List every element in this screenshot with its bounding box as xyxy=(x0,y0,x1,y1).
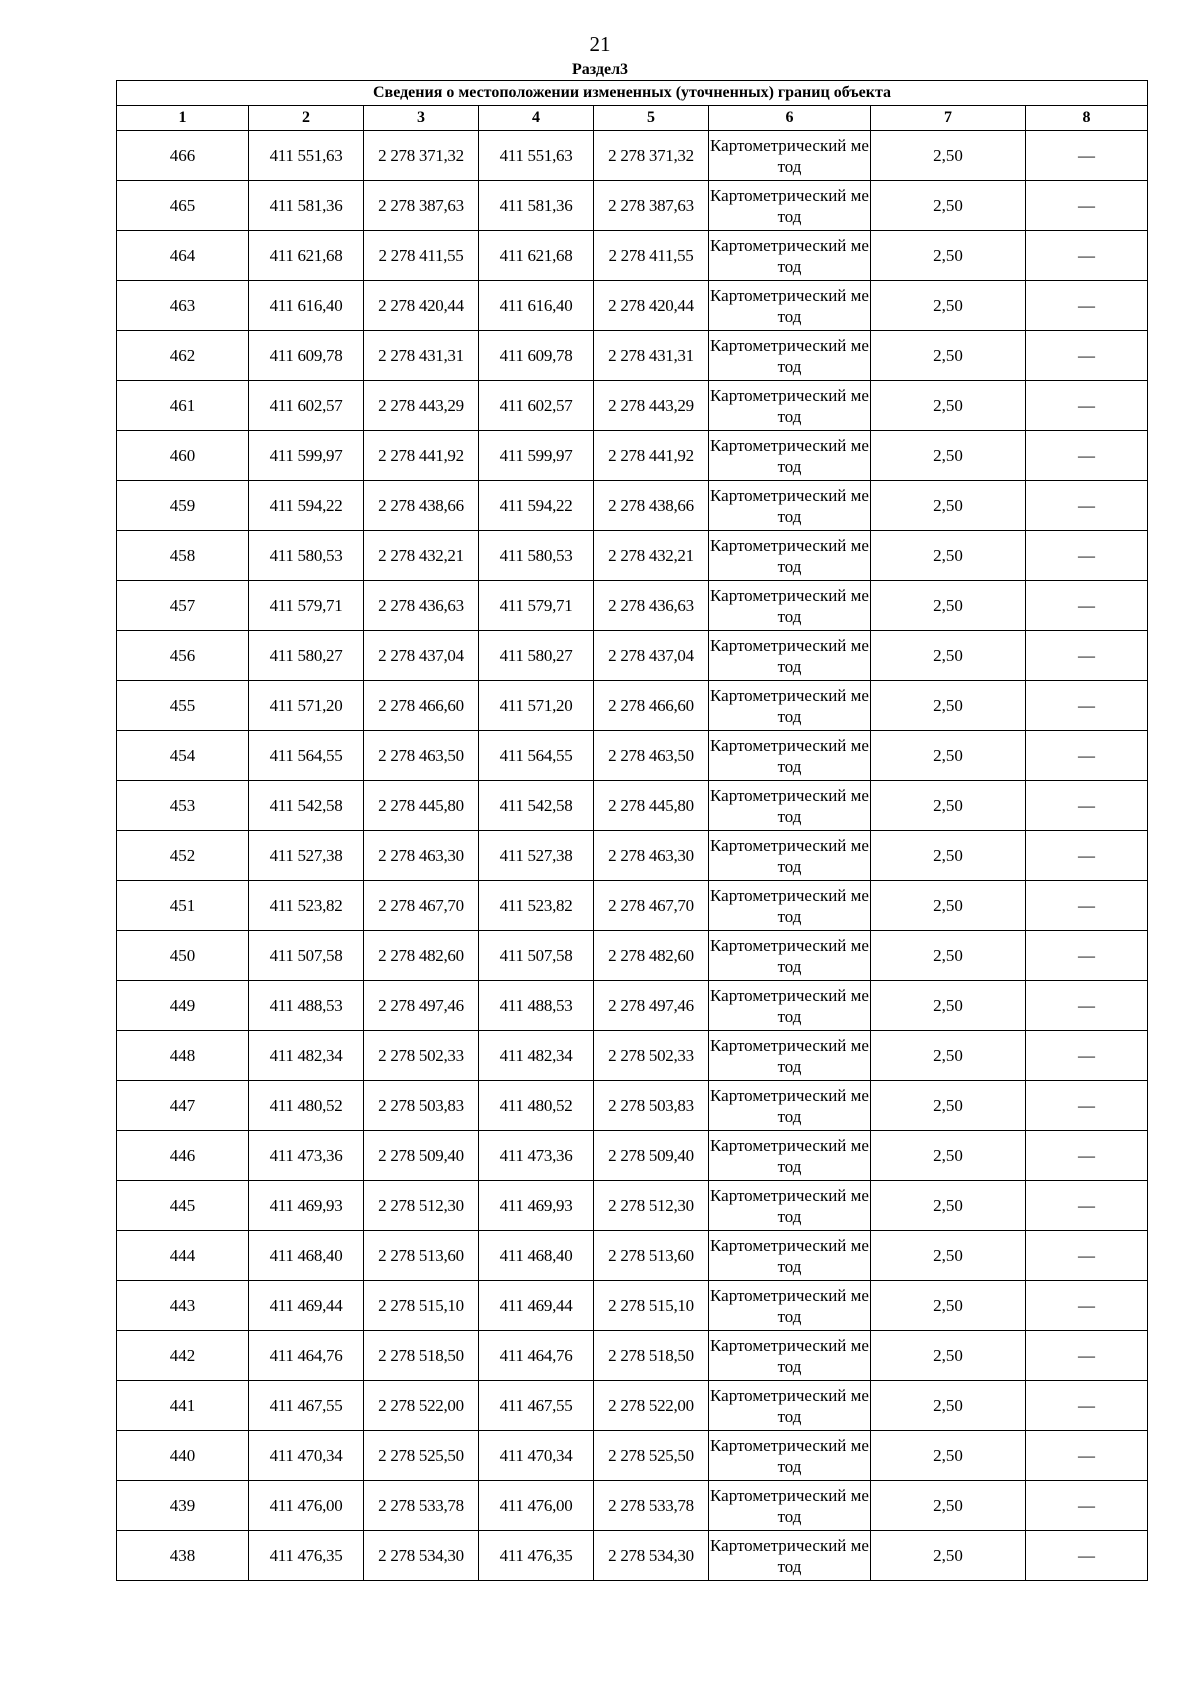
accuracy-cell: 2,50 xyxy=(871,1281,1026,1331)
table-row xyxy=(117,831,1148,881)
point-number-cell: 464 xyxy=(117,231,249,281)
method-cell: Картометрический метод xyxy=(709,1531,871,1581)
accuracy-cell: 2,50 xyxy=(871,981,1026,1031)
description-cell: — xyxy=(1026,1281,1148,1331)
x-coord-refined-cell: 411 464,76 xyxy=(479,1331,594,1381)
method-cell: Картометрический метод xyxy=(709,181,871,231)
description-cell: — xyxy=(1026,681,1148,731)
y-coord-refined-cell: 2 278 387,63 xyxy=(594,181,709,231)
description-cell: — xyxy=(1026,831,1148,881)
x-coord-existing-cell: 411 542,58 xyxy=(249,781,364,831)
method-cell: Картометрический метод xyxy=(709,981,871,1031)
y-coord-refined-cell: 2 278 503,83 xyxy=(594,1081,709,1131)
point-number-cell: 442 xyxy=(117,1331,249,1381)
table-row xyxy=(117,1131,1148,1181)
y-coord-existing-cell: 2 278 533,78 xyxy=(364,1481,479,1531)
x-coord-existing-cell: 411 616,40 xyxy=(249,281,364,331)
method-cell: Картометрический метод xyxy=(709,1031,871,1081)
accuracy-cell: 2,50 xyxy=(871,1131,1026,1181)
y-coord-refined-cell: 2 278 411,55 xyxy=(594,231,709,281)
table-row xyxy=(117,1281,1148,1331)
x-coord-existing-cell: 411 551,63 xyxy=(249,131,364,181)
accuracy-cell: 2,50 xyxy=(871,781,1026,831)
x-coord-refined-cell: 411 579,71 xyxy=(479,581,594,631)
y-coord-existing-cell: 2 278 512,30 xyxy=(364,1181,479,1231)
x-coord-refined-cell: 411 571,20 xyxy=(479,681,594,731)
method-cell: Картометрический метод xyxy=(709,1181,871,1231)
x-coord-refined-cell: 411 580,27 xyxy=(479,631,594,681)
method-cell: Картометрический метод xyxy=(709,281,871,331)
accuracy-cell: 2,50 xyxy=(871,1181,1026,1231)
point-number-cell: 462 xyxy=(117,331,249,381)
x-coord-existing-cell: 411 602,57 xyxy=(249,381,364,431)
description-cell: — xyxy=(1026,431,1148,481)
x-coord-existing-cell: 411 599,97 xyxy=(249,431,364,481)
accuracy-cell: 2,50 xyxy=(871,1381,1026,1431)
y-coord-refined-cell: 2 278 371,32 xyxy=(594,131,709,181)
x-coord-existing-cell: 411 609,78 xyxy=(249,331,364,381)
y-coord-refined-cell: 2 278 432,21 xyxy=(594,531,709,581)
description-cell: — xyxy=(1026,1381,1148,1431)
x-coord-refined-cell: 411 488,53 xyxy=(479,981,594,1031)
y-coord-refined-cell: 2 278 436,63 xyxy=(594,581,709,631)
y-coord-refined-cell: 2 278 437,04 xyxy=(594,631,709,681)
description-cell: — xyxy=(1026,331,1148,381)
point-number-cell: 447 xyxy=(117,1081,249,1131)
table-row xyxy=(117,1231,1148,1281)
point-number-cell: 440 xyxy=(117,1431,249,1481)
point-number-cell: 445 xyxy=(117,1181,249,1231)
x-coord-refined-cell: 411 564,55 xyxy=(479,731,594,781)
description-cell: — xyxy=(1026,1531,1148,1581)
description-cell: — xyxy=(1026,631,1148,681)
x-coord-refined-cell: 411 482,34 xyxy=(479,1031,594,1081)
y-coord-refined-cell: 2 278 522,00 xyxy=(594,1381,709,1431)
description-cell: — xyxy=(1026,1081,1148,1131)
method-cell: Картометрический метод xyxy=(709,1481,871,1531)
table-row xyxy=(117,431,1148,481)
table-row xyxy=(117,1331,1148,1381)
accuracy-cell: 2,50 xyxy=(871,931,1026,981)
accuracy-cell: 2,50 xyxy=(871,881,1026,931)
x-coord-existing-cell: 411 468,40 xyxy=(249,1231,364,1281)
column-number-row xyxy=(117,106,1148,131)
accuracy-cell: 2,50 xyxy=(871,1431,1026,1481)
accuracy-cell: 2,50 xyxy=(871,131,1026,181)
y-coord-existing-cell: 2 278 438,66 xyxy=(364,481,479,531)
x-coord-existing-cell: 411 473,36 xyxy=(249,1131,364,1181)
y-coord-refined-cell: 2 278 515,10 xyxy=(594,1281,709,1331)
accuracy-cell: 2,50 xyxy=(871,531,1026,581)
y-coord-refined-cell: 2 278 431,31 xyxy=(594,331,709,381)
column-number: 4 xyxy=(479,106,594,131)
x-coord-existing-cell: 411 527,38 xyxy=(249,831,364,881)
column-number: 5 xyxy=(594,106,709,131)
column-number: 1 xyxy=(117,106,249,131)
x-coord-existing-cell: 411 507,58 xyxy=(249,931,364,981)
point-number-cell: 439 xyxy=(117,1481,249,1531)
point-number-cell: 448 xyxy=(117,1031,249,1081)
y-coord-existing-cell: 2 278 534,30 xyxy=(364,1531,479,1581)
table-row xyxy=(117,181,1148,231)
x-coord-existing-cell: 411 580,27 xyxy=(249,631,364,681)
y-coord-existing-cell: 2 278 518,50 xyxy=(364,1331,479,1381)
column-number: 2 xyxy=(249,106,364,131)
x-coord-refined-cell: 411 551,63 xyxy=(479,131,594,181)
point-number-cell: 452 xyxy=(117,831,249,881)
y-coord-existing-cell: 2 278 503,83 xyxy=(364,1081,479,1131)
y-coord-existing-cell: 2 278 525,50 xyxy=(364,1431,479,1481)
y-coord-refined-cell: 2 278 466,60 xyxy=(594,681,709,731)
description-cell: — xyxy=(1026,231,1148,281)
accuracy-cell: 2,50 xyxy=(871,631,1026,681)
table-row xyxy=(117,1531,1148,1581)
method-cell: Картометрический метод xyxy=(709,581,871,631)
x-coord-refined-cell: 411 470,34 xyxy=(479,1431,594,1481)
y-coord-existing-cell: 2 278 445,80 xyxy=(364,781,479,831)
point-number-cell: 451 xyxy=(117,881,249,931)
x-coord-refined-cell: 411 527,38 xyxy=(479,831,594,881)
description-cell: — xyxy=(1026,731,1148,781)
description-cell: — xyxy=(1026,1231,1148,1281)
method-cell: Картометрический метод xyxy=(709,1331,871,1381)
method-cell: Картометрический метод xyxy=(709,131,871,181)
y-coord-existing-cell: 2 278 436,63 xyxy=(364,581,479,631)
x-coord-existing-cell: 411 564,55 xyxy=(249,731,364,781)
point-number-cell: 441 xyxy=(117,1381,249,1431)
point-number-cell: 459 xyxy=(117,481,249,531)
description-cell: — xyxy=(1026,531,1148,581)
method-cell: Картометрический метод xyxy=(709,1281,871,1331)
y-coord-refined-cell: 2 278 512,30 xyxy=(594,1181,709,1231)
x-coord-existing-cell: 411 580,53 xyxy=(249,531,364,581)
x-coord-refined-cell: 411 621,68 xyxy=(479,231,594,281)
point-number-cell: 453 xyxy=(117,781,249,831)
x-coord-existing-cell: 411 469,93 xyxy=(249,1181,364,1231)
description-cell: — xyxy=(1026,131,1148,181)
y-coord-existing-cell: 2 278 513,60 xyxy=(364,1231,479,1281)
accuracy-cell: 2,50 xyxy=(871,581,1026,631)
accuracy-cell: 2,50 xyxy=(871,1081,1026,1131)
method-cell: Картометрический метод xyxy=(709,381,871,431)
y-coord-existing-cell: 2 278 463,50 xyxy=(364,731,479,781)
y-coord-refined-cell: 2 278 525,50 xyxy=(594,1431,709,1481)
y-coord-refined-cell: 2 278 533,78 xyxy=(594,1481,709,1531)
coordinates-table xyxy=(116,80,1148,1581)
section-title: Раздел3 xyxy=(571,61,629,78)
table-row xyxy=(117,731,1148,781)
description-cell: — xyxy=(1026,1131,1148,1181)
y-coord-existing-cell: 2 278 497,46 xyxy=(364,981,479,1031)
method-cell: Картометрический метод xyxy=(709,531,871,581)
table-row xyxy=(117,581,1148,631)
x-coord-refined-cell: 411 469,93 xyxy=(479,1181,594,1231)
y-coord-refined-cell: 2 278 438,66 xyxy=(594,481,709,531)
accuracy-cell: 2,50 xyxy=(871,331,1026,381)
y-coord-refined-cell: 2 278 513,60 xyxy=(594,1231,709,1281)
table-row xyxy=(117,931,1148,981)
page-number: 21 xyxy=(589,32,611,56)
table-row xyxy=(117,1381,1148,1431)
x-coord-refined-cell: 411 469,44 xyxy=(479,1281,594,1331)
y-coord-existing-cell: 2 278 515,10 xyxy=(364,1281,479,1331)
table-row xyxy=(117,1031,1148,1081)
accuracy-cell: 2,50 xyxy=(871,231,1026,281)
y-coord-existing-cell: 2 278 387,63 xyxy=(364,181,479,231)
table-row xyxy=(117,281,1148,331)
point-number-cell: 466 xyxy=(117,131,249,181)
x-coord-existing-cell: 411 579,71 xyxy=(249,581,364,631)
description-cell: — xyxy=(1026,181,1148,231)
x-coord-existing-cell: 411 476,00 xyxy=(249,1481,364,1531)
point-number-cell: 438 xyxy=(117,1531,249,1581)
method-cell: Картометрический метод xyxy=(709,881,871,931)
x-coord-existing-cell: 411 581,36 xyxy=(249,181,364,231)
point-number-cell: 465 xyxy=(117,181,249,231)
y-coord-existing-cell: 2 278 463,30 xyxy=(364,831,479,881)
point-number-cell: 444 xyxy=(117,1231,249,1281)
description-cell: — xyxy=(1026,781,1148,831)
y-coord-refined-cell: 2 278 420,44 xyxy=(594,281,709,331)
method-cell: Картометрический метод xyxy=(709,631,871,681)
x-coord-existing-cell: 411 523,82 xyxy=(249,881,364,931)
y-coord-refined-cell: 2 278 482,60 xyxy=(594,931,709,981)
description-cell: — xyxy=(1026,1481,1148,1531)
y-coord-refined-cell: 2 278 518,50 xyxy=(594,1331,709,1381)
y-coord-existing-cell: 2 278 482,60 xyxy=(364,931,479,981)
accuracy-cell: 2,50 xyxy=(871,831,1026,881)
table-caption: Сведения о местоположении измененных (уточненных) границ объекта xyxy=(117,81,1148,106)
table-row xyxy=(117,1181,1148,1231)
y-coord-refined-cell: 2 278 509,40 xyxy=(594,1131,709,1181)
method-cell: Картометрический метод xyxy=(709,831,871,881)
description-cell: — xyxy=(1026,981,1148,1031)
method-cell: Картометрический метод xyxy=(709,731,871,781)
method-cell: Картометрический метод xyxy=(709,331,871,381)
y-coord-refined-cell: 2 278 502,33 xyxy=(594,1031,709,1081)
accuracy-cell: 2,50 xyxy=(871,381,1026,431)
table-row xyxy=(117,1481,1148,1531)
x-coord-refined-cell: 411 594,22 xyxy=(479,481,594,531)
x-coord-refined-cell: 411 476,35 xyxy=(479,1531,594,1581)
accuracy-cell: 2,50 xyxy=(871,431,1026,481)
table-row xyxy=(117,631,1148,681)
x-coord-refined-cell: 411 580,53 xyxy=(479,531,594,581)
y-coord-refined-cell: 2 278 463,50 xyxy=(594,731,709,781)
accuracy-cell: 2,50 xyxy=(871,181,1026,231)
point-number-cell: 454 xyxy=(117,731,249,781)
method-cell: Картометрический метод xyxy=(709,1131,871,1181)
x-coord-refined-cell: 411 602,57 xyxy=(479,381,594,431)
point-number-cell: 458 xyxy=(117,531,249,581)
method-cell: Картометрический метод xyxy=(709,1381,871,1431)
table-row xyxy=(117,1081,1148,1131)
x-coord-refined-cell: 411 581,36 xyxy=(479,181,594,231)
table-caption-row xyxy=(117,81,1148,106)
x-coord-refined-cell: 411 467,55 xyxy=(479,1381,594,1431)
y-coord-refined-cell: 2 278 441,92 xyxy=(594,431,709,481)
table-row xyxy=(117,231,1148,281)
x-coord-existing-cell: 411 480,52 xyxy=(249,1081,364,1131)
accuracy-cell: 2,50 xyxy=(871,1331,1026,1381)
accuracy-cell: 2,50 xyxy=(871,1231,1026,1281)
accuracy-cell: 2,50 xyxy=(871,1031,1026,1081)
y-coord-refined-cell: 2 278 443,29 xyxy=(594,381,709,431)
x-coord-refined-cell: 411 480,52 xyxy=(479,1081,594,1131)
x-coord-existing-cell: 411 571,20 xyxy=(249,681,364,731)
y-coord-refined-cell: 2 278 463,30 xyxy=(594,831,709,881)
table-row xyxy=(117,881,1148,931)
y-coord-existing-cell: 2 278 432,21 xyxy=(364,531,479,581)
y-coord-existing-cell: 2 278 411,55 xyxy=(364,231,479,281)
accuracy-cell: 2,50 xyxy=(871,1481,1026,1531)
point-number-cell: 450 xyxy=(117,931,249,981)
column-number: 6 xyxy=(709,106,871,131)
x-coord-existing-cell: 411 476,35 xyxy=(249,1531,364,1581)
y-coord-existing-cell: 2 278 371,32 xyxy=(364,131,479,181)
method-cell: Картометрический метод xyxy=(709,681,871,731)
description-cell: — xyxy=(1026,1331,1148,1381)
y-coord-existing-cell: 2 278 522,00 xyxy=(364,1381,479,1431)
table-row xyxy=(117,981,1148,1031)
description-cell: — xyxy=(1026,931,1148,981)
table-row xyxy=(117,131,1148,181)
y-coord-existing-cell: 2 278 443,29 xyxy=(364,381,479,431)
y-coord-refined-cell: 2 278 534,30 xyxy=(594,1531,709,1581)
table-row xyxy=(117,681,1148,731)
y-coord-refined-cell: 2 278 497,46 xyxy=(594,981,709,1031)
y-coord-refined-cell: 2 278 467,70 xyxy=(594,881,709,931)
point-number-cell: 460 xyxy=(117,431,249,481)
accuracy-cell: 2,50 xyxy=(871,481,1026,531)
x-coord-refined-cell: 411 476,00 xyxy=(479,1481,594,1531)
x-coord-existing-cell: 411 621,68 xyxy=(249,231,364,281)
accuracy-cell: 2,50 xyxy=(871,281,1026,331)
point-number-cell: 446 xyxy=(117,1131,249,1181)
x-coord-refined-cell: 411 609,78 xyxy=(479,331,594,381)
accuracy-cell: 2,50 xyxy=(871,681,1026,731)
point-number-cell: 456 xyxy=(117,631,249,681)
method-cell: Картометрический метод xyxy=(709,1081,871,1131)
x-coord-refined-cell: 411 542,58 xyxy=(479,781,594,831)
accuracy-cell: 2,50 xyxy=(871,731,1026,781)
point-number-cell: 443 xyxy=(117,1281,249,1331)
description-cell: — xyxy=(1026,881,1148,931)
point-number-cell: 449 xyxy=(117,981,249,1031)
table-body xyxy=(117,131,1148,1581)
table-row xyxy=(117,381,1148,431)
column-number: 8 xyxy=(1026,106,1148,131)
point-number-cell: 455 xyxy=(117,681,249,731)
point-number-cell: 461 xyxy=(117,381,249,431)
x-coord-refined-cell: 411 507,58 xyxy=(479,931,594,981)
y-coord-existing-cell: 2 278 509,40 xyxy=(364,1131,479,1181)
description-cell: — xyxy=(1026,1431,1148,1481)
y-coord-existing-cell: 2 278 502,33 xyxy=(364,1031,479,1081)
table-row xyxy=(117,1431,1148,1481)
point-number-cell: 463 xyxy=(117,281,249,331)
description-cell: — xyxy=(1026,1031,1148,1081)
method-cell: Картометрический метод xyxy=(709,931,871,981)
y-coord-existing-cell: 2 278 467,70 xyxy=(364,881,479,931)
column-number: 7 xyxy=(871,106,1026,131)
y-coord-existing-cell: 2 278 466,60 xyxy=(364,681,479,731)
table-row xyxy=(117,781,1148,831)
column-number: 3 xyxy=(364,106,479,131)
point-number-cell: 457 xyxy=(117,581,249,631)
description-cell: — xyxy=(1026,381,1148,431)
y-coord-existing-cell: 2 278 437,04 xyxy=(364,631,479,681)
method-cell: Картометрический метод xyxy=(709,1231,871,1281)
description-cell: — xyxy=(1026,581,1148,631)
x-coord-refined-cell: 411 473,36 xyxy=(479,1131,594,1181)
y-coord-refined-cell: 2 278 445,80 xyxy=(594,781,709,831)
x-coord-existing-cell: 411 469,44 xyxy=(249,1281,364,1331)
description-cell: — xyxy=(1026,281,1148,331)
table-row xyxy=(117,481,1148,531)
x-coord-refined-cell: 411 599,97 xyxy=(479,431,594,481)
x-coord-existing-cell: 411 594,22 xyxy=(249,481,364,531)
x-coord-existing-cell: 411 482,34 xyxy=(249,1031,364,1081)
method-cell: Картометрический метод xyxy=(709,481,871,531)
method-cell: Картометрический метод xyxy=(709,781,871,831)
description-cell: — xyxy=(1026,481,1148,531)
method-cell: Картометрический метод xyxy=(709,231,871,281)
table-row xyxy=(117,331,1148,381)
description-cell: — xyxy=(1026,1181,1148,1231)
accuracy-cell: 2,50 xyxy=(871,1531,1026,1581)
x-coord-refined-cell: 411 523,82 xyxy=(479,881,594,931)
x-coord-existing-cell: 411 467,55 xyxy=(249,1381,364,1431)
x-coord-existing-cell: 411 470,34 xyxy=(249,1431,364,1481)
y-coord-existing-cell: 2 278 420,44 xyxy=(364,281,479,331)
y-coord-existing-cell: 2 278 431,31 xyxy=(364,331,479,381)
method-cell: Картометрический метод xyxy=(709,431,871,481)
table-row xyxy=(117,531,1148,581)
x-coord-refined-cell: 411 468,40 xyxy=(479,1231,594,1281)
x-coord-existing-cell: 411 488,53 xyxy=(249,981,364,1031)
method-cell: Картометрический метод xyxy=(709,1431,871,1481)
y-coord-existing-cell: 2 278 441,92 xyxy=(364,431,479,481)
x-coord-existing-cell: 411 464,76 xyxy=(249,1331,364,1381)
x-coord-refined-cell: 411 616,40 xyxy=(479,281,594,331)
